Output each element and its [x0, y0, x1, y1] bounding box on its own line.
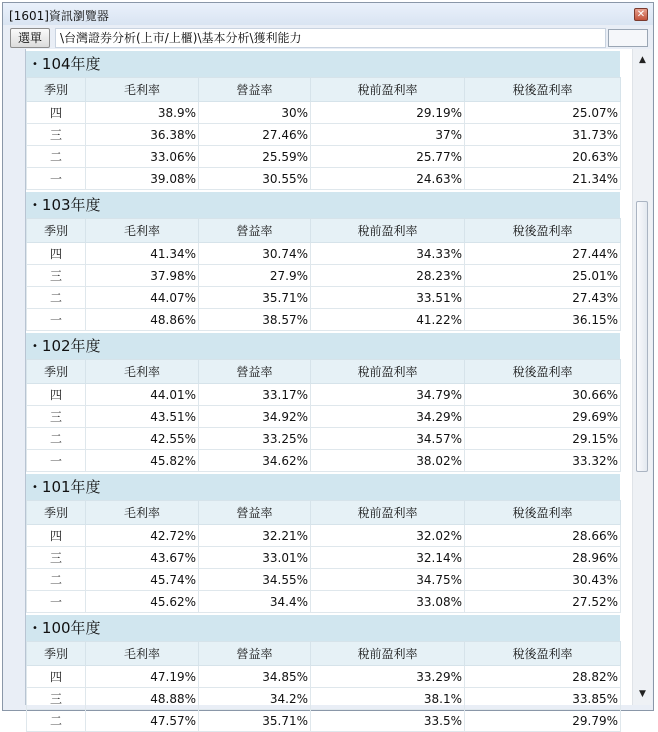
value-cell: 32.21% — [199, 525, 311, 547]
value-cell: 48.86% — [86, 309, 199, 331]
table-header-row — [27, 219, 621, 243]
value-cell: 32.14% — [311, 547, 465, 569]
column-header: 營益率 — [199, 501, 311, 525]
column-header: 季別 — [27, 78, 86, 102]
value-cell: 31.73% — [465, 124, 621, 146]
column-header: 稅後盈利率 — [465, 360, 621, 384]
value-cell: 29.79% — [465, 710, 621, 732]
table-row — [27, 406, 621, 428]
value-cell: 34.55% — [199, 569, 311, 591]
toolbar-blank-box[interactable] — [608, 29, 648, 47]
value-cell: 45.82% — [86, 450, 199, 472]
quarter-cell: 四 — [27, 525, 86, 547]
table-row — [27, 287, 621, 309]
value-cell: 27.44% — [465, 243, 621, 265]
quarter-cell: 四 — [27, 384, 86, 406]
section-header — [26, 613, 620, 641]
quarter-cell: 二 — [27, 428, 86, 450]
value-cell: 25.59% — [199, 146, 311, 168]
value-cell: 36.15% — [465, 309, 621, 331]
value-cell: 28.66% — [465, 525, 621, 547]
report-content — [26, 49, 620, 732]
scrollbar-thumb[interactable] — [636, 201, 648, 472]
value-cell: 35.71% — [199, 287, 311, 309]
column-header: 毛利率 — [86, 642, 199, 666]
profitability-table — [26, 500, 621, 613]
table-header-row — [27, 360, 621, 384]
value-cell: 41.34% — [86, 243, 199, 265]
value-cell: 33.08% — [311, 591, 465, 613]
value-cell: 45.62% — [86, 591, 199, 613]
value-cell: 43.67% — [86, 547, 199, 569]
quarter-cell: 四 — [27, 243, 86, 265]
column-header: 稅前盈利率 — [311, 219, 465, 243]
value-cell: 27.9% — [199, 265, 311, 287]
value-cell: 30.55% — [199, 168, 311, 190]
column-header: 毛利率 — [86, 501, 199, 525]
quarter-cell: 一 — [27, 168, 86, 190]
table-row — [27, 384, 621, 406]
profitability-table — [26, 218, 621, 331]
value-cell: 38.02% — [311, 450, 465, 472]
value-cell: 43.51% — [86, 406, 199, 428]
table-header-row — [27, 78, 621, 102]
value-cell: 29.69% — [465, 406, 621, 428]
browser-window — [2, 2, 654, 728]
value-cell: 25.01% — [465, 265, 621, 287]
toolbar — [3, 27, 653, 49]
column-header: 季別 — [27, 360, 86, 384]
value-cell: 34.85% — [199, 666, 311, 688]
value-cell: 34.79% — [311, 384, 465, 406]
value-cell: 39.08% — [86, 168, 199, 190]
column-header: 毛利率 — [86, 219, 199, 243]
table-row — [27, 525, 621, 547]
value-cell: 47.19% — [86, 666, 199, 688]
section-year: 102年度 — [41, 337, 101, 355]
table-row — [27, 124, 621, 146]
value-cell: 30% — [199, 102, 311, 124]
section-year: 103年度 — [41, 196, 101, 214]
section-header — [26, 472, 620, 500]
quarter-cell: 三 — [27, 124, 86, 146]
value-cell: 34.57% — [311, 428, 465, 450]
value-cell: 35.71% — [199, 710, 311, 732]
value-cell: 42.72% — [86, 525, 199, 547]
value-cell: 29.15% — [465, 428, 621, 450]
value-cell: 34.92% — [199, 406, 311, 428]
title-bar — [3, 3, 653, 25]
close-button[interactable]: ✕ — [634, 8, 648, 21]
table-row — [27, 688, 621, 710]
value-cell: 48.88% — [86, 688, 199, 710]
value-cell: 28.23% — [311, 265, 465, 287]
quarter-cell: 一 — [27, 450, 86, 472]
table-row — [27, 428, 621, 450]
column-header: 毛利率 — [86, 360, 199, 384]
column-header: 季別 — [27, 642, 86, 666]
value-cell: 28.82% — [465, 666, 621, 688]
value-cell: 44.01% — [86, 384, 199, 406]
column-header: 營益率 — [199, 642, 311, 666]
quarter-cell: 二 — [27, 287, 86, 309]
column-header: 季別 — [27, 219, 86, 243]
value-cell: 20.63% — [465, 146, 621, 168]
section-header — [26, 190, 620, 218]
column-header: 稅後盈利率 — [465, 219, 621, 243]
table-row — [27, 243, 621, 265]
value-cell: 41.22% — [311, 309, 465, 331]
value-cell: 25.77% — [311, 146, 465, 168]
table-row — [27, 146, 621, 168]
table-row — [27, 102, 621, 124]
column-header: 稅前盈利率 — [311, 78, 465, 102]
value-cell: 27.52% — [465, 591, 621, 613]
scroll-up-arrow-icon[interactable]: ▲ — [639, 55, 646, 65]
content-viewport — [25, 49, 651, 728]
table-row — [27, 547, 621, 569]
value-cell: 32.02% — [311, 525, 465, 547]
value-cell: 45.74% — [86, 569, 199, 591]
table-header-row — [27, 501, 621, 525]
table-row — [27, 168, 621, 190]
quarter-cell: 一 — [27, 591, 86, 613]
column-header: 稅前盈利率 — [311, 360, 465, 384]
quarter-cell: 二 — [27, 710, 86, 732]
quarter-cell: 三 — [27, 547, 86, 569]
value-cell: 37% — [311, 124, 465, 146]
value-cell: 38.9% — [86, 102, 199, 124]
bullet-icon: • — [32, 482, 38, 493]
value-cell: 21.34% — [465, 168, 621, 190]
column-header: 營益率 — [199, 360, 311, 384]
table-row — [27, 591, 621, 613]
quarter-cell: 二 — [27, 146, 86, 168]
profitability-table — [26, 359, 621, 472]
section-year: 104年度 — [41, 55, 101, 73]
value-cell: 36.38% — [86, 124, 199, 146]
value-cell: 27.46% — [199, 124, 311, 146]
value-cell: 33.51% — [311, 287, 465, 309]
bullet-icon: • — [32, 200, 38, 211]
value-cell: 33.29% — [311, 666, 465, 688]
value-cell: 27.43% — [465, 287, 621, 309]
quarter-cell: 三 — [27, 688, 86, 710]
table-row — [27, 265, 621, 287]
value-cell: 37.98% — [86, 265, 199, 287]
section-year: 100年度 — [41, 619, 101, 637]
value-cell: 33.17% — [199, 384, 311, 406]
column-header: 稅前盈利率 — [311, 501, 465, 525]
table-row — [27, 309, 621, 331]
value-cell: 30.66% — [465, 384, 621, 406]
table-row — [27, 666, 621, 688]
column-header: 稅後盈利率 — [465, 78, 621, 102]
table-row — [27, 450, 621, 472]
quarter-cell: 二 — [27, 569, 86, 591]
value-cell: 34.75% — [311, 569, 465, 591]
value-cell: 33.06% — [86, 146, 199, 168]
value-cell: 38.1% — [311, 688, 465, 710]
value-cell: 28.96% — [465, 547, 621, 569]
quarter-cell: 一 — [27, 309, 86, 331]
value-cell: 34.33% — [311, 243, 465, 265]
column-header: 營益率 — [199, 78, 311, 102]
section-header — [26, 49, 620, 77]
value-cell: 34.4% — [199, 591, 311, 613]
value-cell: 44.07% — [86, 287, 199, 309]
column-header: 營益率 — [199, 219, 311, 243]
section-header — [26, 331, 620, 359]
window-title: [1601]資訊瀏覽器 — [9, 9, 109, 23]
bullet-icon: • — [32, 623, 38, 634]
quarter-cell: 三 — [27, 265, 86, 287]
value-cell: 34.2% — [199, 688, 311, 710]
column-header: 稅前盈利率 — [311, 642, 465, 666]
value-cell: 24.63% — [311, 168, 465, 190]
value-cell: 34.29% — [311, 406, 465, 428]
value-cell: 38.57% — [199, 309, 311, 331]
column-header: 稅後盈利率 — [465, 642, 621, 666]
value-cell: 47.57% — [86, 710, 199, 732]
value-cell: 33.5% — [311, 710, 465, 732]
value-cell: 42.55% — [86, 428, 199, 450]
section-year: 101年度 — [41, 478, 101, 496]
column-header: 季別 — [27, 501, 86, 525]
profitability-table — [26, 77, 621, 190]
column-header: 毛利率 — [86, 78, 199, 102]
value-cell: 33.32% — [465, 450, 621, 472]
menu-button[interactable]: 選單 — [10, 28, 50, 48]
table-row — [27, 569, 621, 591]
value-cell: 33.01% — [199, 547, 311, 569]
profitability-table — [26, 641, 621, 732]
scroll-down-arrow-icon[interactable]: ▼ — [639, 689, 646, 699]
value-cell: 30.74% — [199, 243, 311, 265]
quarter-cell: 三 — [27, 406, 86, 428]
value-cell: 33.25% — [199, 428, 311, 450]
vertical-scrollbar[interactable] — [632, 49, 652, 705]
value-cell: 25.07% — [465, 102, 621, 124]
table-header-row — [27, 642, 621, 666]
value-cell: 33.85% — [465, 688, 621, 710]
bullet-icon: • — [32, 59, 38, 70]
quarter-cell: 四 — [27, 666, 86, 688]
column-header: 稅後盈利率 — [465, 501, 621, 525]
value-cell: 29.19% — [311, 102, 465, 124]
table-row — [27, 710, 621, 732]
value-cell: 30.43% — [465, 569, 621, 591]
path-breadcrumb: \台灣證券分析(上市/上櫃)\基本分析\獲利能力 — [55, 28, 606, 48]
quarter-cell: 四 — [27, 102, 86, 124]
value-cell: 34.62% — [199, 450, 311, 472]
bullet-icon: • — [32, 341, 38, 352]
